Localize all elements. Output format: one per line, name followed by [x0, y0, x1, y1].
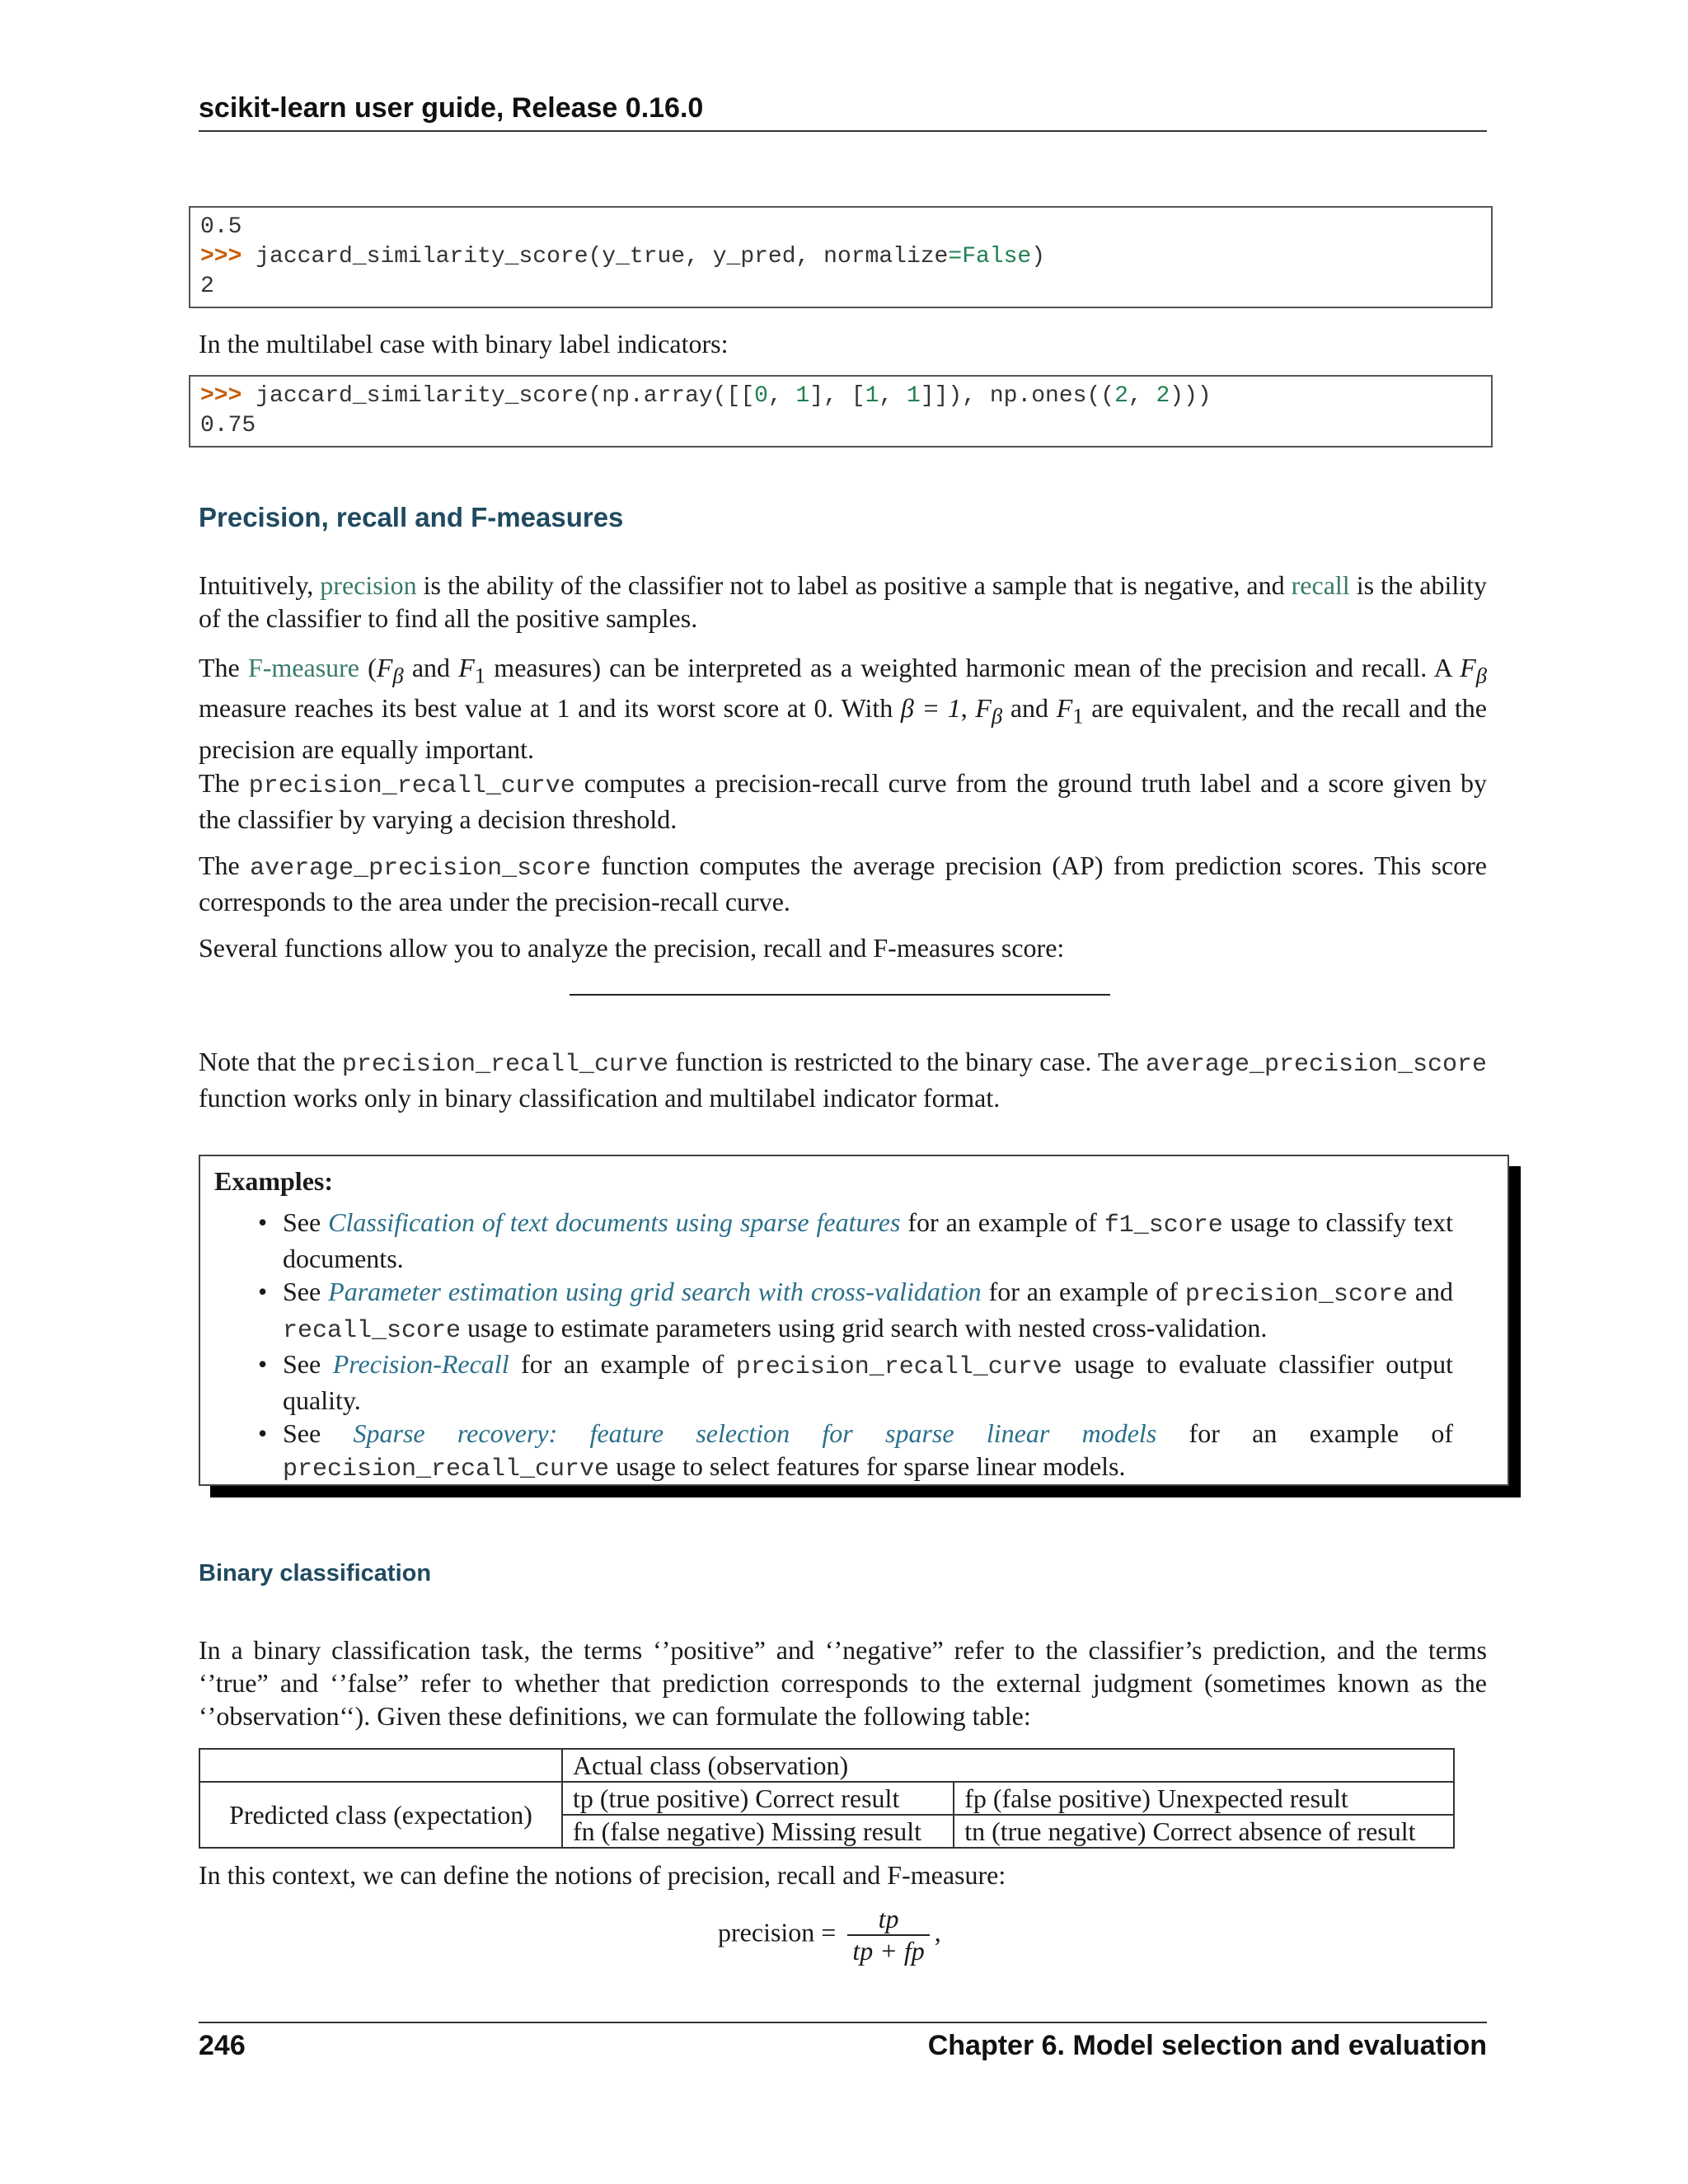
confusion-table: [199, 1748, 1455, 1849]
examples-list: [200, 1206, 1453, 1486]
code-text: jaccard_similarity_score(y_true, y_pred, normalize: [241, 244, 949, 269]
paragraph: In this context, we can define the notions of precision, recall and F-measure:: [199, 1860, 1006, 1890]
code-number: 0: [754, 383, 768, 409]
subsection-heading: Binary classification: [199, 1560, 432, 1586]
table-cell: tp (true positive) Correct result: [562, 1782, 954, 1815]
inline-code: average_precision_score: [250, 855, 592, 883]
code-line: [200, 242, 1481, 272]
formula-comma: ,: [934, 1917, 941, 1947]
running-header: [199, 92, 1487, 132]
divider: [570, 994, 1110, 996]
code-number: 1: [795, 383, 810, 409]
table-row: [199, 1782, 1454, 1815]
paragraph-average-precision: The average_precision_score function computes the average precision (AP) from prediction scores. This score corresponds to the area under the precision-recall curve.: [199, 851, 1488, 916]
inline-code: average_precision_score: [1145, 1051, 1487, 1079]
precision-link[interactable]: precision: [320, 570, 417, 600]
code-line: [200, 382, 1481, 411]
list-item: • See Parameter estimation using grid search with cross-validation for an example of precision_score and recall_score usage to estimate parameters using grid search with nested cross-validation.: [258, 1277, 1454, 1345]
formula-equals: =: [821, 1917, 837, 1947]
formula-numerator: tp: [878, 1904, 899, 1933]
formula-fraction: [847, 1904, 929, 1966]
code-keyword: False: [962, 244, 1032, 269]
examples-box: [199, 1155, 1509, 1486]
section-heading: Precision, recall and F-measures: [199, 502, 624, 532]
list-item: • See Sparse recovery: feature selection for sparse linear models for an example of precision_recall_curve usage to select features for sparse linear models.: [258, 1418, 1454, 1483]
code-text: ): [1031, 244, 1046, 269]
list-item: • See Precision-Recall for an example of precision_recall_curve usage to evaluate classifier output quality.: [258, 1349, 1454, 1415]
paragraph-precision-recall-curve: The precision_recall_curve computes a precision-recall curve from the ground truth label and a score given by the classifier by varying a decision threshold.: [199, 768, 1488, 834]
example-link[interactable]: Classification of text documents using sparse features: [328, 1207, 901, 1237]
inline-code: precision_recall_curve: [248, 772, 575, 800]
code-output: 0.75: [200, 413, 256, 438]
paragraph-precision-recall: Intuitively, precision is the ability of the classifier not to label as positive a sample that is negative, and recall is the ability of the classifier to find all the positive samples.: [199, 570, 1488, 633]
paragraph-binary-classification: In a binary classification task, the terms ‘’positive” and ‘’negative” refer to the classifier’s prediction, and the terms ‘’true” and ‘’false” refer to whether that prediction corresponds to the external judgment (sometimes known as the ‘’observation‘‘). Given these definitions, we can formulate the following table:: [199, 1635, 1487, 1731]
formula-denominator: tp + fp: [847, 1934, 929, 1966]
code-number: 2: [1156, 383, 1170, 409]
code-output: 0.5: [200, 214, 242, 240]
code-text: ,: [879, 383, 907, 409]
paragraph: Several functions allow you to analyze the precision, recall and F-measures score:: [199, 933, 1065, 963]
table-row: [199, 1749, 1454, 1782]
example-link[interactable]: Precision-Recall: [332, 1349, 509, 1379]
table-cell: fp (false positive) Unexpected result: [954, 1782, 1454, 1815]
table-header-cell: Actual class (observation): [562, 1749, 1454, 1782]
page-number: 246: [199, 2030, 246, 2061]
table-cell: tn (true negative) Correct absence of result: [954, 1815, 1454, 1848]
examples-title: Examples:: [214, 1166, 333, 1196]
code-operator: =: [948, 244, 963, 269]
paragraph-f-measure: The F-measure ($F_\beta$ and $F_1$ measures) can be interpreted as a weighted harmonic mean of the precision and recall. A $F_\beta$ measure reaches its best value at 1 and its worst score at 0. With β = 1, $F_\beta$ and $F_1$ are equivalent, and the recall and the precision are equally important.: [199, 653, 1488, 764]
code-prompt: >>>: [200, 383, 242, 409]
code-number: 1: [907, 383, 921, 409]
code-text: ,: [1128, 383, 1156, 409]
table-row-header: Predicted class (expectation): [199, 1782, 562, 1848]
formula-lhs: precision: [718, 1917, 815, 1947]
paragraph: In the multilabel case with binary label indicators:: [199, 329, 729, 359]
code-text: ))): [1170, 383, 1212, 409]
f-measure-link[interactable]: F-measure: [247, 653, 359, 682]
code-output: 2: [200, 274, 214, 299]
code-text: jaccard_similarity_score(np.array([[: [241, 383, 755, 409]
table-cell: [199, 1749, 562, 1782]
code-block-multilabel: [189, 375, 1493, 448]
code-text: ]]), np.ones((: [920, 383, 1115, 409]
code-number: 1: [865, 383, 879, 409]
recall-link[interactable]: recall: [1291, 570, 1350, 600]
example-link[interactable]: Sparse recovery: feature selection for sparse linear models: [353, 1418, 1157, 1448]
code-text: ,: [767, 383, 796, 409]
page-footer: [199, 2022, 1487, 2064]
code-text: ], [: [809, 383, 865, 409]
chapter-title: Chapter 6. Model selection and evaluation: [927, 2030, 1487, 2061]
code-prompt: >>>: [200, 244, 242, 269]
code-number: 2: [1114, 383, 1128, 409]
code-block-jaccard: [189, 206, 1493, 308]
list-item: • See Classification of text documents using sparse features for an example of f1_score usage to classify text documents.: [258, 1207, 1454, 1273]
inline-code: precision_recall_curve: [341, 1051, 668, 1079]
precision-formula: [718, 1904, 941, 1966]
document-title: scikit-learn user guide, Release 0.16.0: [199, 92, 704, 124]
example-link[interactable]: Parameter estimation using grid search with cross-validation: [328, 1277, 982, 1306]
paragraph-note: Note that the precision_recall_curve function is restricted to the binary case. The average_precision_score function works only in binary classification and multilabel indicator format.: [199, 1047, 1487, 1113]
table-cell: fn (false negative) Missing result: [562, 1815, 954, 1848]
